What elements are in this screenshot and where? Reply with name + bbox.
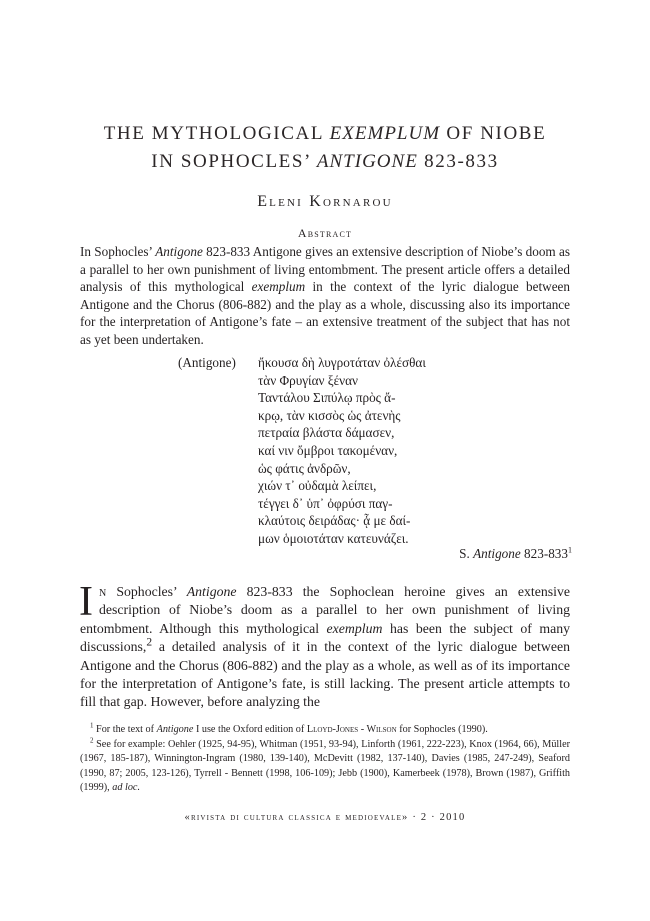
quotation-line: πετραία βλάστα δάμασεν, xyxy=(258,425,395,441)
footnotes xyxy=(80,723,570,796)
footnote-ref-2[interactable]: 2 xyxy=(146,636,153,649)
drop-cap: I xyxy=(79,579,93,625)
abstract-text: In Sophocles’ Antigone 823-833 Antigone gives an extensive description of Niobe’s doom as a parallel to her own punishment of living entombment. The present article offers a detailed analysis of this mythological exemplum in the context of the lyric dialogue between Antigone and the Chorus (806-882) and the play as a whole, discussing also its importance for the interpretation of Antigone’s fate – an extensive treatment of the subject that has not as yet been undertaken. xyxy=(80,244,570,347)
quotation-line: ἤκουσα δὴ λυγροτάταν ὀλέσθαι xyxy=(258,355,426,370)
quotation-citation: S. Antigone $823-833^1$ xyxy=(459,545,572,561)
quotation-line: τὰν Φρυγίαν ξέναν xyxy=(258,372,359,388)
quotation-lines xyxy=(258,354,426,548)
article-title xyxy=(0,120,650,176)
quotation-line: ὡς φάτις ἀνδρῶν, xyxy=(258,460,351,476)
quotation-line: Ταντάλου Σιπύλῳ πρὸς ἄ- xyxy=(258,390,396,406)
footnote-ref-1[interactable]: 1 xyxy=(568,545,572,555)
title-line-1: THE MYTHOLOGICAL EXEMPLUM OF NIOBE xyxy=(103,123,547,144)
quotation-line: τέγγει δ᾽ ὑπ᾽ ὀφρύσι παγ- xyxy=(258,495,393,511)
abstract-heading: Abstract xyxy=(297,226,353,240)
body-paragraph: In Sophocles’ Antigone 823-833 the Sophoclean heroine gives an extensive description of Niobe’s doom as a parallel to her own punishment of living entombment. Although this mythological exemplum has been the subject of many discussions,$^2$ a detailed analysis of it in the context of the lyric dialogue between Antigone and the Chorus (806-882) and the play as a whole, as well as of its importance for the interpretation of Antigone’s fate, is still lacking. The present article attempts to fill that gap. However, before analyzing the xyxy=(79,579,571,710)
journal-footer: «rivista di cultura classica e medioevale» · 2 · 2010 xyxy=(184,812,466,823)
author-name: Eleni Kornarou xyxy=(257,193,393,210)
quotation-speaker: (Antigone) xyxy=(178,355,236,370)
quotation-line: κρῳ, τὰν κισσὸς ὡς ἀτενὴς xyxy=(258,407,401,423)
quotation-line: χιών τ᾽ οὐδαμὰ λείπει, xyxy=(258,478,377,494)
footnote-2: $^2$ See for example: Oehler (1925, 94-95), Whitman (1951, 93-94), Linforth (1961, 222-223), Knox (1964, 66), Müller (1967, 185-187), Winnington-Ingram (1980, 139-140), McDevitt (1982, 137-140), Davies (1985, 247-249), Seaford (1990, 87; 2005, 123-126), Tyrrell - Bennett (1998, 106-109); Jebb (1900), Kamerbeek (1978), Brown (1987), Griffith (1999), ad loc. xyxy=(80,736,570,794)
footnote-1: $^1$ For the text of Antigone I use the Oxford edition of Lloyd-Jones - Wilson for Sophocles (1990). xyxy=(90,721,488,735)
quotation-line: καί νιν ὄμβροι τακομέναν, xyxy=(258,442,398,458)
quotation-line: κλαύτοις δειράδας· ᾇ με δαί- xyxy=(258,513,411,529)
quotation-line: μων ὁμοιοτάταν κατευνάζει. xyxy=(258,530,409,546)
title-line-2: IN SOPHOCLES’ ANTIGONE 823-833 xyxy=(151,151,499,172)
